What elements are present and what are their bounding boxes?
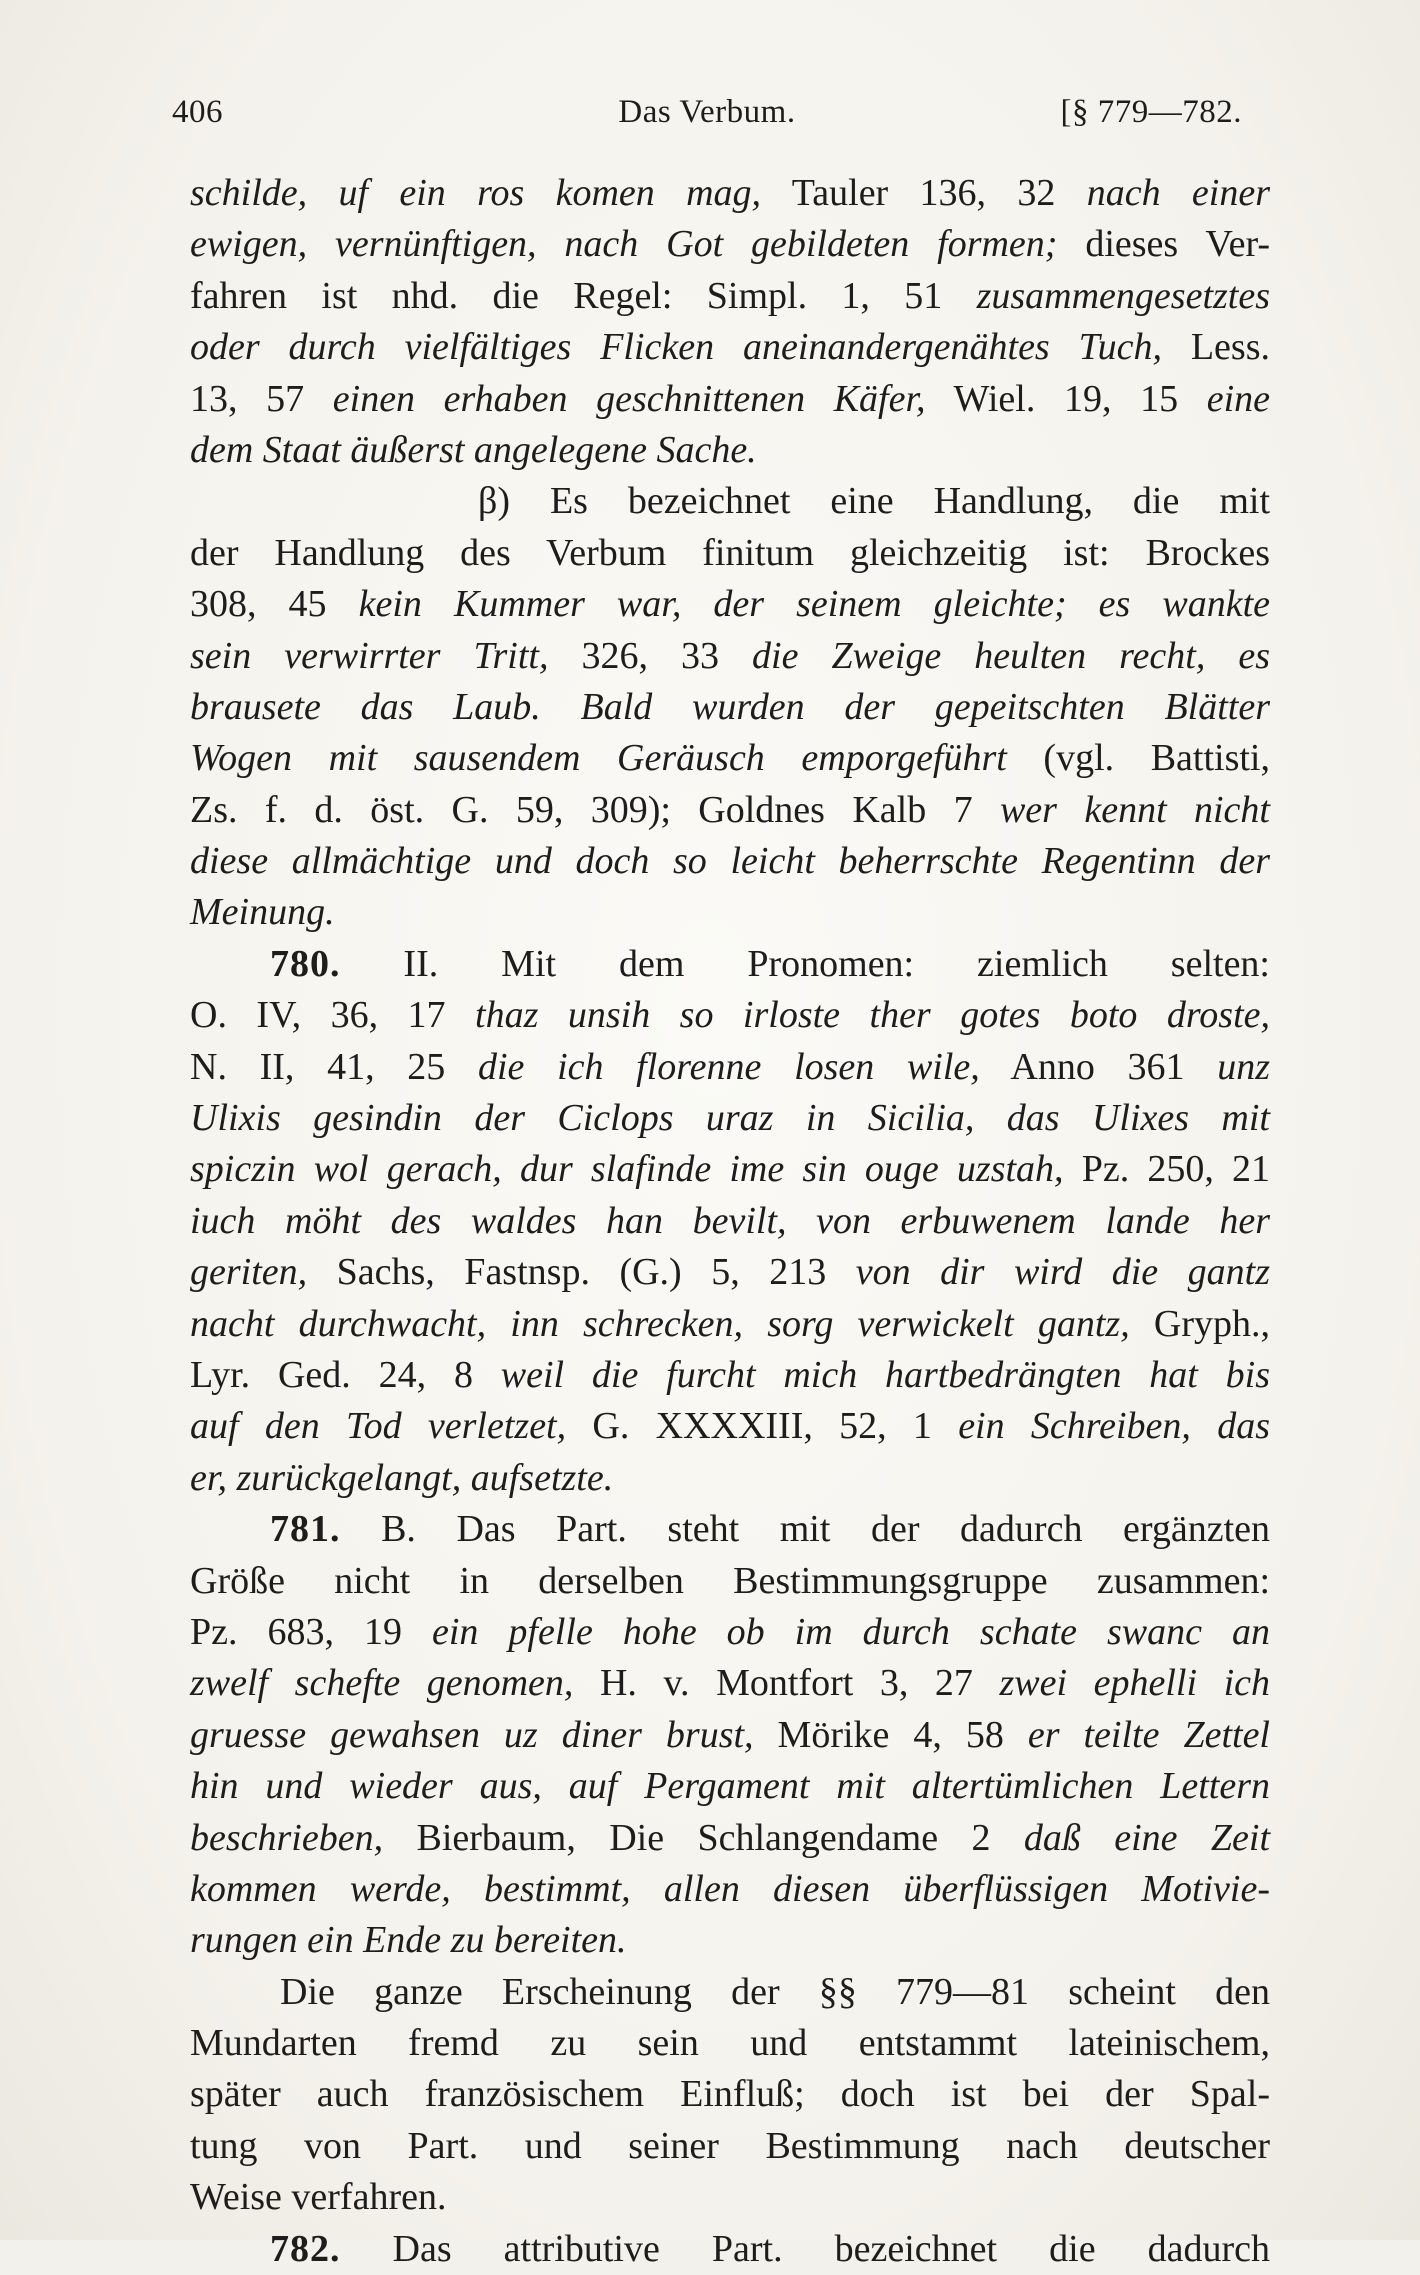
text-line xyxy=(190,1864,1270,1915)
text-line xyxy=(190,1042,1270,1093)
text-span: Größe nicht in derselben Bestimmungsgruppe zusammen: xyxy=(190,1559,1270,1602)
text-line xyxy=(190,219,1270,270)
italic-quote: unz xyxy=(1217,1045,1270,1088)
text-line xyxy=(190,1658,1270,1709)
text-line xyxy=(190,1813,1270,1864)
section-range: [§ 779—782. xyxy=(1060,94,1242,130)
text-line xyxy=(190,733,1270,784)
text-line xyxy=(190,1196,1270,1247)
italic-quote: rungen ein Ende zu bereiten. xyxy=(190,1919,627,1962)
text-line xyxy=(190,631,1270,682)
italic-quote: gruesse gewahsen uz diner brust, xyxy=(190,1713,754,1756)
text-line xyxy=(190,476,1270,527)
italic-quote: geriten, xyxy=(190,1251,308,1294)
italic-quote: sein verwirrter Tritt, xyxy=(190,634,549,677)
text-span: N. II, 41, 25 xyxy=(190,1045,478,1088)
text-span: Weise verfahren. xyxy=(190,2176,447,2219)
italic-quote: iuch möht des waldes han bevilt, von erbuwenem lande her xyxy=(190,1199,1270,1242)
text-line xyxy=(190,682,1270,733)
italic-quote: er teilte Zettel xyxy=(1027,1713,1270,1756)
text-span: Die ganze Erscheinung der §§ 779—81 scheint den xyxy=(280,1970,1270,2013)
text-line xyxy=(190,1915,1270,1966)
page-number: 406 xyxy=(172,94,223,130)
text-span: tung von Part. und seiner Bestimmung nach deutscher xyxy=(190,2124,1270,2167)
text-span: der Handlung des Verbum finitum gleichzeitig ist: Brockes xyxy=(190,531,1270,574)
italic-quote: einen erhaben geschnittenen Käfer, xyxy=(332,377,926,420)
text-span: Gryph., xyxy=(1129,1302,1270,1345)
running-head xyxy=(172,94,1242,138)
body-text xyxy=(190,168,1270,2275)
text-line xyxy=(190,271,1270,322)
text-line xyxy=(190,168,1270,219)
italic-quote: auf den Tod verletzet, xyxy=(190,1405,567,1448)
text-span: β) Es bezeichnet eine Handlung, die mit xyxy=(478,480,1270,523)
text-span: dieses Ver- xyxy=(1057,223,1270,266)
italic-quote: diese allmächtige und doch so leicht beherrschte Regentinn der xyxy=(190,840,1270,883)
italic-quote: oder durch vielfältiges Flicken aneinandergenähtes Tuch, xyxy=(190,326,1162,369)
italic-quote: thaz unsih so irloste ther gotes boto droste, xyxy=(475,994,1270,1037)
text-line xyxy=(190,785,1270,836)
text-line xyxy=(190,579,1270,630)
italic-quote: kein Kummer war, der seinem gleichte; es wankte xyxy=(358,583,1271,626)
text-line xyxy=(190,2018,1270,2069)
text-line xyxy=(190,1504,1270,1555)
text-line xyxy=(190,887,1270,938)
text-span: Bierbaum, Die Schlangendame 2 xyxy=(383,1816,1024,1859)
italic-quote: spiczin wol gerach, dur slafinde ime sin ouge uzstah, xyxy=(190,1148,1064,1191)
text-line xyxy=(190,990,1270,1041)
italic-quote: weil die furcht mich hartbedrängten hat bis xyxy=(500,1353,1270,1396)
text-span: O. IV, 36, 17 xyxy=(190,994,476,1037)
text-span: Pz. 250, 21 xyxy=(1063,1148,1271,1191)
section-number: 782. xyxy=(270,2227,341,2270)
text-line xyxy=(190,1093,1270,1144)
text-line xyxy=(190,2172,1270,2223)
italic-quote: dem Staat äußerst angelegene Sache. xyxy=(190,428,757,471)
text-line xyxy=(190,1247,1270,1298)
text-span: Mundarten fremd zu sein und entstammt lateinischem, xyxy=(190,2022,1270,2065)
text-line xyxy=(190,1299,1270,1350)
italic-quote: nacht durchwacht, inn schrecken, sorg verwickelt gantz, xyxy=(190,1302,1130,1345)
italic-quote: eine xyxy=(1206,377,1270,420)
section-number: 780. xyxy=(270,942,341,985)
italic-quote: brausete das Laub. Bald wurden der gepeitschten Blätter xyxy=(190,685,1270,728)
text-line xyxy=(190,374,1270,425)
section-number: 781. xyxy=(270,1508,341,1551)
text-span: Pz. 683, 19 xyxy=(190,1610,432,1653)
italic-quote: er, zurückgelangt, aufsetzte. xyxy=(190,1456,614,1499)
italic-quote: wer kennt nicht xyxy=(999,788,1270,831)
italic-quote: zusammengesetztes xyxy=(976,274,1270,317)
italic-quote: nach einer xyxy=(1086,172,1270,214)
text-line xyxy=(190,1710,1270,1761)
italic-quote: Wogen mit sausendem Geräusch emporgeführt xyxy=(190,737,1007,780)
text-span: später auch französischem Einfluß; doch ist bei der Spal- xyxy=(190,2073,1270,2116)
italic-quote: die Zweige heulten recht, es xyxy=(752,634,1271,677)
italic-quote: schilde, uf ein ros komen mag, xyxy=(190,172,762,214)
text-span: Tauler 136, 32 xyxy=(761,172,1087,214)
text-span: G. XXXXIII, 52, 1 xyxy=(566,1405,959,1448)
italic-quote: Ulixis gesindin der Ciclops uraz in Sicilia, das Ulixes mit xyxy=(190,1097,1270,1140)
text-line xyxy=(190,425,1270,476)
text-span: II. Mit dem Pronomen: ziemlich selten: xyxy=(340,942,1270,985)
text-span: Less. xyxy=(1161,326,1270,369)
italic-quote: ein Schreiben, das xyxy=(958,1405,1270,1448)
italic-quote: zwei ephelli ich xyxy=(999,1662,1270,1705)
text-line xyxy=(190,528,1270,579)
text-span: 13, 57 xyxy=(190,377,333,420)
text-line xyxy=(190,1761,1270,1812)
italic-quote: zwelf schefte genomen, xyxy=(190,1662,574,1705)
text-line xyxy=(190,1453,1270,1504)
text-span: Mörike 4, 58 xyxy=(753,1713,1028,1756)
italic-quote: hin und wieder aus, auf Pergament mit altertümlichen Lettern xyxy=(190,1765,1270,1808)
text-line xyxy=(190,1144,1270,1195)
text-span: (vgl. Battisti, xyxy=(1006,737,1270,780)
text-span: Sachs, Fastnsp. (G.) 5, 213 xyxy=(307,1251,856,1294)
text-span: B. Das Part. steht mit der dadurch ergänzten xyxy=(340,1508,1270,1551)
text-span: Wiel. 19, 15 xyxy=(925,377,1207,420)
text-line xyxy=(190,836,1270,887)
text-line xyxy=(190,2224,1270,2275)
text-span: Zs. f. d. öst. G. 59, 309); Goldnes Kalb 7 xyxy=(190,788,1000,831)
text-line xyxy=(190,2069,1270,2120)
italic-quote: daß eine Zeit xyxy=(1023,1816,1271,1859)
italic-quote: ewigen, vernünftigen, nach Got gebildeten formen; xyxy=(190,223,1058,266)
text-line xyxy=(190,1401,1270,1452)
text-line xyxy=(190,1967,1270,2018)
text-line xyxy=(190,2121,1270,2172)
text-span: H. v. Montfort 3, 27 xyxy=(573,1662,1000,1705)
text-line xyxy=(190,1556,1270,1607)
text-span: Lyr. Ged. 24, 8 xyxy=(190,1353,501,1396)
italic-quote: ein pfelle hohe ob im durch schate swanc an xyxy=(432,1610,1270,1653)
text-span: Anno 361 xyxy=(979,1045,1218,1088)
text-line xyxy=(190,1607,1270,1658)
text-line xyxy=(190,939,1270,990)
italic-quote: beschrieben, xyxy=(190,1816,384,1859)
italic-quote: kommen werde, bestimmt, allen diesen überflüssigen Motivie- xyxy=(190,1867,1270,1910)
text-span: 308, 45 xyxy=(190,583,359,626)
italic-quote: die ich florenne losen wile, xyxy=(477,1045,980,1088)
running-title: Das Verbum. xyxy=(618,94,796,130)
text-span: 326, 33 xyxy=(548,634,753,677)
italic-quote: von dir wird die gantz xyxy=(855,1251,1271,1294)
text-line xyxy=(190,1350,1270,1401)
text-span: Das attributive Part. bezeichnet die dadurch xyxy=(340,2227,1270,2270)
italic-quote: Meinung. xyxy=(190,891,335,934)
text-line xyxy=(190,322,1270,373)
text-span: fahren ist nhd. die Regel: Simpl. 1, 51 xyxy=(190,274,977,317)
